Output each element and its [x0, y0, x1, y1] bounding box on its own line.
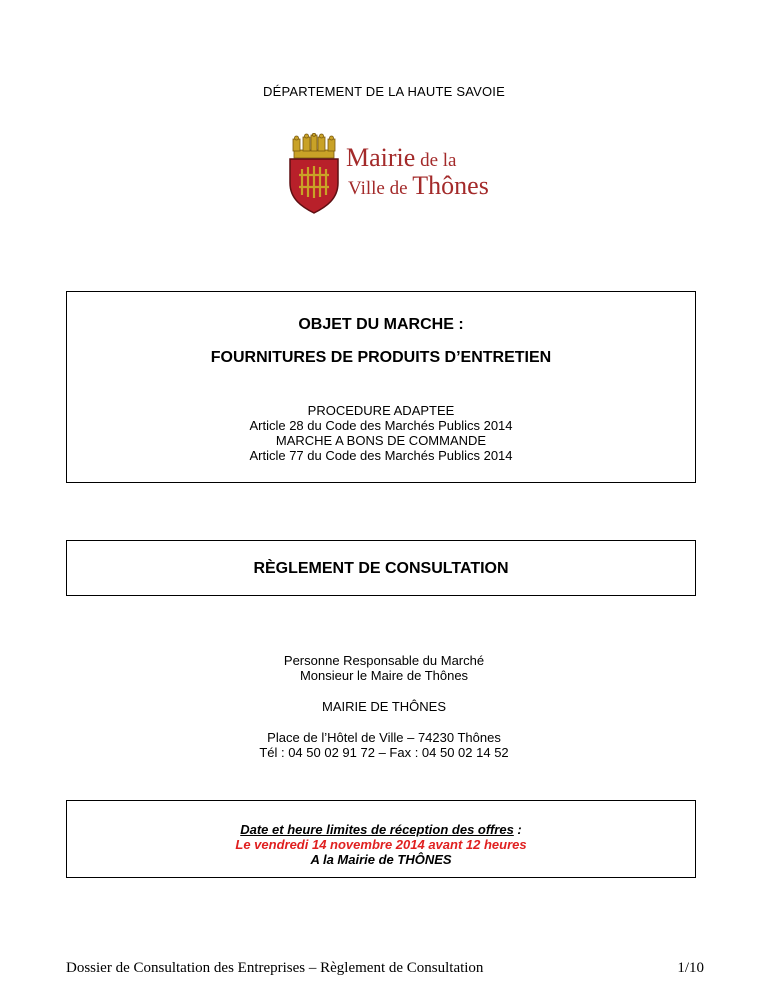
procedure-line: MARCHE A BONS DE COMMANDE — [275, 433, 487, 448]
objet-title: OBJET DU MARCHE : — [298, 316, 464, 333]
coat-of-arms-icon — [284, 133, 344, 215]
reglement-box — [66, 540, 696, 596]
procedure-line: PROCEDURE ADAPTEE — [307, 403, 455, 418]
procedure-line: Article 77 du Code des Marchés Publics 2014 — [249, 448, 513, 463]
responsible-label: Personne Responsable du Marché — [283, 653, 485, 668]
page-number: 1/10 — [677, 960, 704, 976]
contact-block — [0, 653, 768, 760]
footer-title: Dossier de Consultation des Entreprises – Règlement de Consultation — [66, 960, 484, 976]
organisation-name: MAIRIE DE THÔNES — [321, 699, 446, 714]
address: Place de l’Hôtel de Ville – 74230 Thônes — [267, 730, 501, 745]
logo-thones: Thônes — [412, 171, 489, 200]
department-header: DÉPARTEMENT DE LA HAUTE SAVOIE — [263, 84, 505, 99]
deadline-box — [66, 800, 696, 878]
deadline-heading-text: Date et heure limites de réception des offres — [240, 822, 514, 837]
logo-mairie: Mairie — [346, 143, 416, 172]
objet-subtitle: FOURNITURES DE PRODUITS D’ENTRETIEN — [210, 349, 552, 366]
phone-fax: Tél : 04 50 02 91 72 – Fax : 04 50 02 14 52 — [259, 745, 509, 760]
logo-de-la: de la — [415, 150, 457, 171]
deadline-date: Le vendredi 14 novembre 2014 avant 12 heures — [235, 837, 527, 852]
logo-wordmark — [346, 145, 489, 199]
responsible-name: Monsieur le Maire de Thônes — [299, 668, 469, 683]
mairie-logo — [284, 133, 494, 215]
reglement-title: RÈGLEMENT DE CONSULTATION — [253, 560, 509, 577]
logo-ville-de: Ville de — [348, 178, 413, 199]
procedure-details — [67, 403, 695, 463]
deadline-place: A la Mairie de THÔNES — [310, 852, 452, 867]
deadline-heading — [67, 822, 695, 837]
procedure-line: Article 28 du Code des Marchés Publics 2014 — [249, 418, 513, 433]
objet-box — [66, 291, 696, 483]
deadline-heading-colon: : — [513, 822, 522, 837]
crown-icon — [293, 133, 335, 158]
